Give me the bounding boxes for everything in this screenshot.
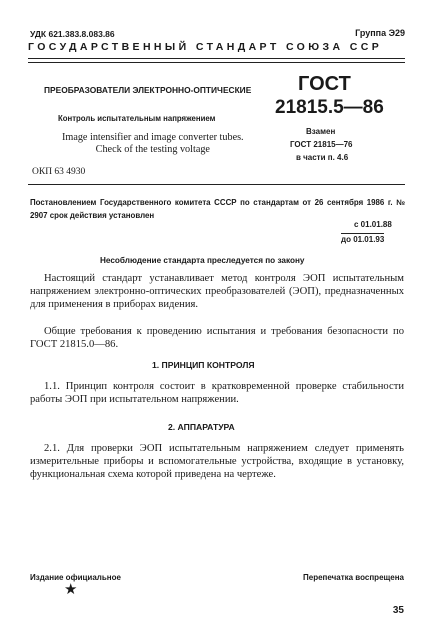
okp-rule — [28, 184, 405, 185]
title-ru-sub: Контроль испытательным напряжением — [58, 114, 216, 123]
section-1-text: 1.1. Принцип контроля состоит в кратковременной проверке стабильности работы ЭОП при испытательном напряжении. — [30, 381, 404, 406]
intro-text: Настоящий стандарт устанавливает метод контроля ЭОП испытательным напряжением электронно-оптических преобразователей (ЭОП), предназначенных для применения в приборах видения. — [30, 273, 404, 311]
section-2-paragraph — [30, 442, 404, 482]
section-1-paragraph — [30, 380, 404, 406]
section-2-title: 2. АППАРАТУРА — [168, 422, 235, 432]
intro-paragraph — [30, 272, 404, 312]
group-code: Группа Э29 — [355, 28, 405, 38]
validity-to: до 01.01.93 — [341, 235, 385, 244]
page-number: 35 — [392, 605, 404, 616]
okp-code: ОКП 63 4930 — [32, 167, 86, 177]
title-en — [62, 132, 244, 156]
standard-banner: ГОСУДАРСТВЕННЫЙ СТАНДАРТ СОЮЗА ССР — [28, 41, 383, 53]
official-edition-label: Издание официальное — [30, 573, 121, 582]
replaces-doc: ГОСТ 21815—76 — [290, 140, 353, 149]
general-paragraph — [30, 325, 404, 351]
gost-number: 21815.5—86 — [275, 97, 384, 118]
replaces-part: в части п. 4.6 — [296, 153, 349, 162]
replaces-label: Взамен — [306, 127, 336, 136]
title-en-line1: Image intensifier and image converter tubes. — [62, 132, 244, 143]
section-1-title: 1. ПРИНЦИП КОНТРОЛЯ — [152, 360, 255, 370]
gost-label: ГОСТ — [298, 73, 351, 95]
decree-text: Постановлением Государственного комитета СССР по стандартам от 26 сентября 1986 г. № 2907 срок действия установлен — [30, 198, 405, 220]
section-2-text: 2.1. Для проверки ЭОП испытательным напряжением следует применять измерительные приборы и вспомогательные устройства, входящие в установку, функциональная схема которой приведена на чертеже. — [30, 443, 404, 481]
header-rule-top — [28, 58, 405, 59]
reprint-forbidden-label: Перепечатка воспрещена — [303, 573, 404, 582]
star-icon: ★ — [64, 580, 78, 598]
title-ru-main: ПРЕОБРАЗОВАТЕЛИ ЭЛЕКТРОННО-ОПТИЧЕСКИЕ — [44, 85, 252, 95]
header-rule-bottom — [28, 62, 405, 63]
udk-code: УДК 621.383.8.083.86 — [30, 29, 115, 39]
validity-from: с 01.01.88 — [354, 220, 392, 229]
legal-notice: Несоблюдение стандарта преследуется по закону — [100, 256, 305, 265]
general-text: Общие требования к проведению испытания и требования безопасности по ГОСТ 21815.0—86. — [30, 326, 404, 351]
title-en-line2: Check of the testing voltage — [95, 144, 210, 155]
